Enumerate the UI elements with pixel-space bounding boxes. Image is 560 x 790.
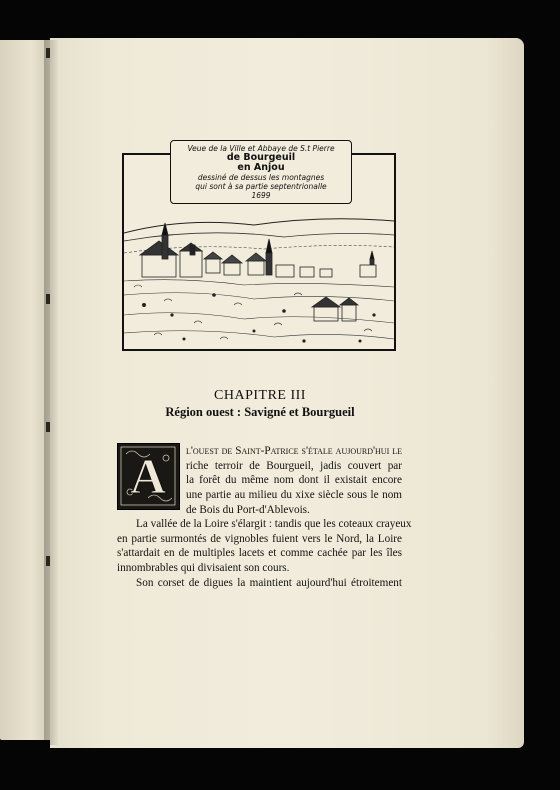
caption-line: en Anjou [237, 162, 285, 173]
text-line: la forêt du même nom dont il existait encore [186, 474, 402, 487]
text-line: une partie au milieu du xixe siècle sous le nom [186, 489, 402, 502]
text-line: innombrables qui divisaient son cours. [117, 562, 290, 575]
text-line: de Bois du Port-d'Ablevois. [186, 503, 310, 516]
paragraph-3 [117, 576, 402, 591]
text-line: La vallée de la Loire s'élargit : tandis que les coteaux crayeux [136, 518, 412, 530]
binding-stitch [46, 422, 50, 432]
initial-letter: A [129, 448, 167, 504]
text-line: Son corset de digues la maintient aujourd'hui étroitement [136, 577, 402, 589]
text-line: l'ouest de Saint-Patrice s'étale aujourd'hui le [186, 445, 402, 457]
binding-stitch [46, 294, 50, 304]
text-line: riche terroir de Bourgueil, jadis couvert par [186, 459, 402, 472]
paragraph-1 [186, 444, 402, 518]
caption-line: 1699 [251, 191, 271, 200]
chapter-title: CHAPITRE III [214, 388, 306, 403]
illustration-caption-cartouche [170, 140, 352, 204]
book-gutter [44, 40, 58, 745]
text-line: s'attardait en de multiples lacets et comme cachée par les îles [117, 547, 402, 560]
caption-line: Veue de la Ville et Abbaye de S.t Pierre [187, 144, 335, 153]
initial-ornament [118, 444, 178, 508]
caption-line: de Bourgeuil [226, 152, 296, 163]
text-line: en partie surmontés de vignobles fuient vers le Nord, la Loire [117, 532, 402, 545]
binding-stitch [46, 48, 50, 58]
caption-line: dessiné de dessus les montagnes [197, 173, 325, 182]
caption-line: qui sont à sa partie septentrionalle [195, 182, 327, 191]
chapter-subtitle: Région ouest : Savigné et Bourgueil [165, 405, 355, 419]
paragraph-2 [117, 517, 412, 576]
binding-stitch [46, 556, 50, 566]
decorated-initial [117, 443, 180, 510]
